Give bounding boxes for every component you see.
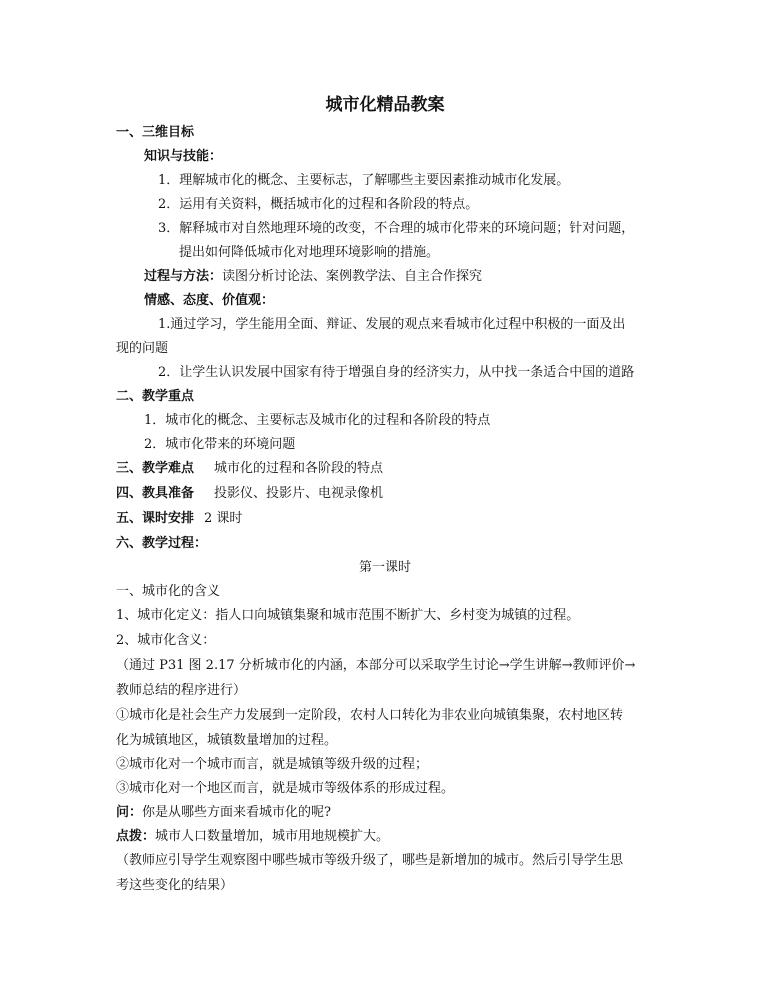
- emotion-item-1-cont: 现的问题: [116, 341, 169, 356]
- emotion-item-1: 1.通过学习，学生能用全面、辩证、发展的观点来看城市化过程中积极的一面及出: [158, 317, 626, 332]
- knowledge-skills-label: 知识与技能：: [144, 149, 223, 164]
- lesson-line-3: 2、城市化含义：: [116, 633, 216, 648]
- teaching-aids-text: 投影仪、投影片、电视录像机: [214, 486, 384, 501]
- teaching-aids-line: [116, 485, 383, 503]
- section-heading-difficulty: 三、教学难点: [116, 461, 195, 476]
- hint-label: 点拨：: [116, 829, 156, 844]
- lesson-title: 第一课时: [358, 560, 411, 575]
- emotion-values-label: 情感、态度、价值观：: [144, 293, 275, 308]
- process-methods-line: [144, 268, 482, 286]
- knowledge-item-2: 2．运用有关资料，概括城市化的过程和各阶段的特点。: [158, 197, 479, 212]
- question-line: [116, 804, 331, 822]
- hint-text: 城市人口数量增加，城市用地规模扩大。: [155, 829, 390, 844]
- section-heading-objectives: 一、三维目标: [116, 125, 195, 140]
- section-heading-process: 六、教学过程：: [116, 536, 208, 551]
- process-methods-text: 读图分析讨论法、案例教学法、自主合作探究: [222, 269, 483, 284]
- key-point-1: 1．城市化的概念、主要标志及城市化的过程和各阶段的特点: [144, 413, 491, 428]
- difficulty-text: 城市化的过程和各阶段的特点: [214, 461, 384, 476]
- knowledge-item-3: 3．解释城市对自然地理环境的改变，不合理的城市化带来的环境问题；针对问题，: [158, 221, 635, 236]
- schedule-line: [116, 510, 242, 528]
- schedule-text: 2 课时: [204, 511, 243, 526]
- lesson-line-8-cont: 考这些变化的结果）: [116, 878, 234, 893]
- lesson-line-4: （通过 P31 图 2.17 分析城市化的内涵，本部分可以采取学生讨论→学生讲解→教师评价→: [116, 658, 636, 673]
- section-heading-teaching-aids: 四、教具准备: [116, 486, 195, 501]
- lesson-line-5: ①城市化是社会生产力发展到一定阶段，农村人口转化为非农业向城镇集聚，农村地区转: [116, 708, 624, 723]
- lesson-line-4-cont: 教师总结的程序进行）: [116, 683, 247, 698]
- lesson-line-5-cont: 化为城镇地区，城镇数量增加的过程。: [116, 733, 338, 748]
- lesson-line-2: 1、城市化定义：指人口向城镇集聚和城市范围不断扩大、乡村变为城镇的过程。: [116, 608, 580, 623]
- lesson-line-6: ②城市化对一个城市而言，就是城镇等级升级的过程；: [116, 757, 429, 772]
- knowledge-item-1: 1．理解城市化的概念、主要标志，了解哪些主要因素推动城市化发展。: [158, 173, 570, 188]
- key-point-2: 2．城市化带来的环境问题: [144, 437, 296, 452]
- lesson-line-1: 一、城市化的含义: [116, 584, 221, 599]
- hint-line: [116, 828, 389, 846]
- knowledge-item-3-cont: 提出如何降低城市化对地理环境影响的措施。: [179, 245, 440, 260]
- emotion-item-2: 2．让学生认识发展中国家有待于增强自身的经济实力，从中找一条适合中国的道路: [158, 365, 635, 380]
- question-label: 问：: [116, 805, 143, 820]
- lesson-line-7: ③城市化对一个地区而言，就是城市等级体系的形成过程。: [116, 781, 455, 796]
- difficulty-line: [116, 460, 383, 478]
- section-heading-key-points: 二、教学重点: [116, 389, 195, 404]
- document-title: 城市化精品教案: [325, 95, 445, 115]
- process-methods-label: 过程与方法：: [144, 269, 223, 284]
- section-heading-schedule: 五、课时安排: [116, 511, 195, 526]
- lesson-line-8: （教师应引导学生观察图中哪些城市等级升级了，哪些是新增加的城市。然后引导学生思: [116, 853, 624, 868]
- question-text: 你是从哪些方面来看城市化的呢?: [142, 805, 331, 820]
